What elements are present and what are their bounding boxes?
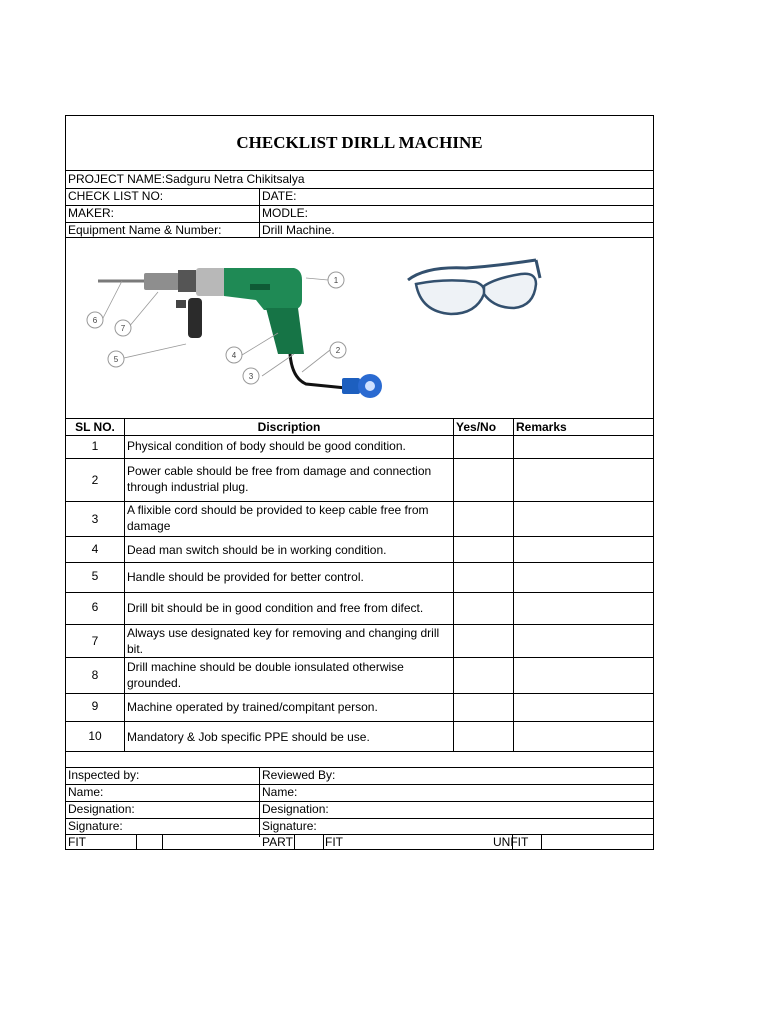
row-7-description: Always use designated key for removing and changing drill bit. bbox=[127, 626, 440, 656]
divider bbox=[513, 418, 514, 751]
row-10-sl: 10 bbox=[88, 729, 102, 743]
row-10-description: Mandatory & Job specific PPE should be use. bbox=[127, 730, 370, 744]
equipment-label: Equipment Name & Number: bbox=[68, 223, 222, 237]
date-label: DATE: bbox=[262, 189, 297, 203]
callout-6: 6 bbox=[92, 316, 98, 325]
reviewed-by-label: Reviewed By: bbox=[262, 768, 336, 782]
divider bbox=[66, 818, 653, 819]
unfit-label: UNFIT bbox=[493, 835, 529, 849]
part-label: PART bbox=[262, 835, 293, 849]
row-8-description: Drill machine should be double ionsulated otherwise grounded. bbox=[127, 660, 404, 690]
divider bbox=[66, 205, 653, 206]
divider bbox=[66, 562, 653, 563]
divider bbox=[259, 767, 260, 837]
col-header-yes-no: Yes/No bbox=[456, 420, 497, 434]
divider bbox=[259, 188, 260, 237]
page-title: CHECKLIST DIRLL MACHINE bbox=[66, 116, 653, 171]
project-name: PROJECT NAME:Sadguru Netra Chikitsalya bbox=[68, 172, 305, 186]
divider bbox=[66, 784, 653, 785]
divider bbox=[453, 418, 454, 751]
row-1-description: Physical condition of body should be good condition. bbox=[127, 439, 406, 453]
divider bbox=[124, 418, 125, 751]
callout-5: 5 bbox=[113, 355, 119, 364]
designation-right-label: Designation: bbox=[262, 802, 329, 816]
part-fit-label: FIT bbox=[325, 835, 343, 849]
row-6-sl: 6 bbox=[91, 600, 99, 614]
col-header-sl: SL NO. bbox=[75, 420, 115, 434]
signature-left-label: Signature: bbox=[68, 819, 123, 833]
equipment-value: Drill Machine. bbox=[262, 223, 335, 237]
divider bbox=[66, 767, 653, 768]
divider bbox=[66, 693, 653, 694]
signature-right-label: Signature: bbox=[262, 819, 317, 833]
row-2-sl: 2 bbox=[91, 473, 99, 487]
divider bbox=[66, 751, 653, 752]
inspected-by-label: Inspected by: bbox=[68, 768, 140, 782]
row-7-sl: 7 bbox=[91, 634, 99, 648]
callout-1: 1 bbox=[333, 276, 339, 285]
equipment-figure bbox=[66, 238, 653, 418]
divider bbox=[66, 592, 653, 593]
row-3-description: A flixible cord should be provided to keep cable free from damage bbox=[127, 503, 429, 533]
fit-label: FIT bbox=[68, 835, 86, 849]
callout-2: 2 bbox=[335, 346, 341, 355]
fit-checkbox[interactable] bbox=[136, 834, 163, 850]
callout-7: 7 bbox=[120, 324, 126, 333]
check-list-no-label: CHECK LIST NO: bbox=[68, 189, 164, 203]
row-4-description: Dead man switch should be in working condition. bbox=[127, 543, 387, 557]
maker-label: MAKER: bbox=[68, 206, 115, 220]
divider bbox=[66, 418, 653, 419]
col-header-description: Discription bbox=[257, 420, 321, 434]
row-5-sl: 5 bbox=[91, 569, 99, 583]
divider bbox=[66, 801, 653, 802]
unfit-checkbox[interactable] bbox=[512, 834, 542, 850]
divider bbox=[66, 435, 653, 436]
name-right-label: Name: bbox=[262, 785, 298, 799]
modle-label: MODLE: bbox=[262, 206, 309, 220]
row-9-description: Machine operated by trained/compitant person. bbox=[127, 700, 378, 714]
name-left-label: Name: bbox=[68, 785, 104, 799]
designation-left-label: Designation: bbox=[68, 802, 135, 816]
row-1-sl: 1 bbox=[91, 439, 99, 453]
row-4-sl: 4 bbox=[91, 542, 99, 556]
checklist-sheet bbox=[65, 115, 654, 850]
row-2-description: Power cable should be free from damage and connection through industrial plug. bbox=[127, 464, 432, 494]
divider bbox=[66, 657, 653, 658]
row-8-sl: 8 bbox=[91, 668, 99, 682]
col-header-remarks: Remarks bbox=[516, 420, 567, 434]
row-3-sl: 3 bbox=[91, 512, 99, 526]
row-6-description: Drill bit should be in good condition and free from difect. bbox=[127, 601, 424, 615]
part-fit-checkbox[interactable] bbox=[294, 834, 324, 850]
divider bbox=[66, 458, 653, 459]
divider bbox=[66, 721, 653, 722]
row-9-sl: 9 bbox=[91, 699, 99, 713]
divider bbox=[66, 536, 653, 537]
callout-3: 3 bbox=[248, 372, 254, 381]
callout-4: 4 bbox=[231, 351, 237, 360]
safety-goggles-icon bbox=[408, 260, 540, 314]
row-5-description: Handle should be provided for better control. bbox=[127, 570, 364, 584]
